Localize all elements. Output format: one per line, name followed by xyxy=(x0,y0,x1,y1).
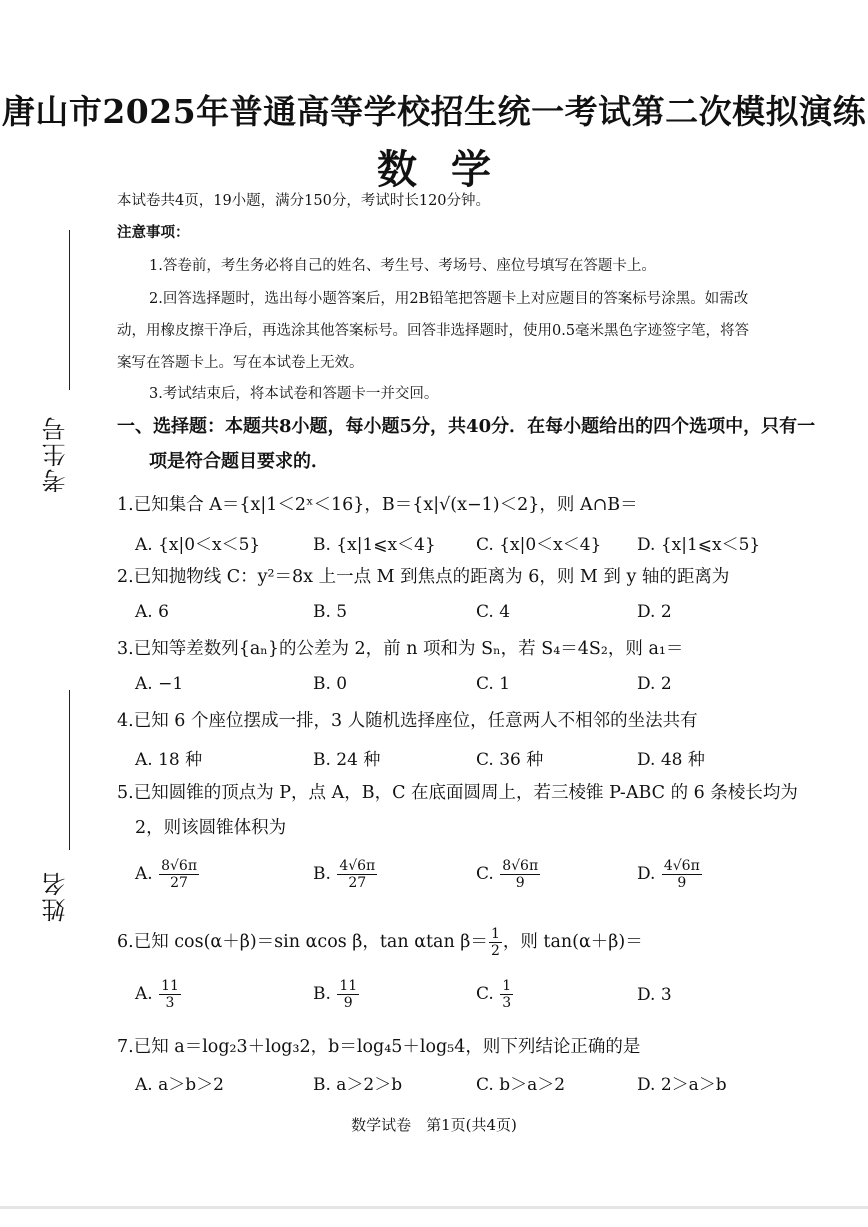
section-heading-cont: 项是符合题目要求的． xyxy=(149,451,329,472)
fraction xyxy=(337,858,377,891)
question-6-stem-part2: ，则 tan(α＋β)＝ xyxy=(502,932,643,952)
exam-number-label: 考生号 xyxy=(42,415,70,493)
option-label: A. xyxy=(135,864,153,884)
question-2-option-b: B. 5 xyxy=(313,602,348,622)
question-3-stem: 3.已知等差数列{aₙ}的公差为 2，前 n 项和为 Sₙ，若 S₄＝4S₂，则 a₁＝ xyxy=(117,639,684,659)
question-6-stem xyxy=(117,925,643,959)
question-1-option-c: C. {x|0＜x＜4} xyxy=(476,535,602,555)
fraction-denominator: 9 xyxy=(677,875,687,891)
fraction-numerator: 8√6π xyxy=(161,858,198,874)
fraction xyxy=(500,978,513,1011)
question-2-option-c: C. 4 xyxy=(476,602,511,622)
question-3-option-c: C. 1 xyxy=(476,674,511,694)
question-1-option-d: D. {x|1⩽x＜5} xyxy=(637,535,761,555)
fraction-denominator: 9 xyxy=(343,995,353,1011)
option-value: 3 xyxy=(660,985,672,1005)
option-label: B. xyxy=(313,984,331,1004)
question-3-option-a: A. −1 xyxy=(135,674,184,694)
notice-item: 动，用橡皮擦干净后，再选涂其他答案标号。回答非选择题时，使用0.5毫米黑色字迹签字笔，将答 xyxy=(117,323,750,339)
fraction-numerator: 11 xyxy=(161,978,179,994)
exam-intro: 本试卷共4页，19小题，满分150分，考试时长120分钟。 xyxy=(117,193,491,209)
fraction-denominator: 27 xyxy=(170,875,188,891)
fraction-denominator: 3 xyxy=(502,995,512,1011)
question-2-option-a: A. 6 xyxy=(135,602,169,622)
fraction-denominator: 3 xyxy=(165,995,175,1011)
page-footer: 数学试卷 第1页(共4页) xyxy=(351,1116,517,1134)
option-label: D. xyxy=(637,985,656,1005)
fraction-denominator: 2 xyxy=(490,943,500,959)
question-1-option-b: B. {x|1⩽x＜4} xyxy=(313,535,436,555)
bottom-divider xyxy=(0,1206,868,1209)
fraction-numerator: 11 xyxy=(339,978,358,994)
fraction xyxy=(662,858,702,891)
question-5-stem: 5.已知圆锥的顶点为 P，点 A，B，C 在底面圆周上，若三棱锥 P-ABC 的 6 条棱长均为 xyxy=(117,783,798,803)
notice-heading: 注意事项： xyxy=(117,224,190,241)
notice-item: 2.回答选择题时，选出每小题答案后，用2B铅笔把答题卡上对应题目的答案标号涂黑。如需改 xyxy=(149,291,749,307)
notice-item: 案写在答题卡上。写在本试卷上无效。 xyxy=(117,355,364,371)
exam-title: 唐山市2025年普通高等学校招生统一考试第二次模拟演练 xyxy=(1,92,867,131)
question-6-stem-part1: 6.已知 cos(α＋β)＝sin αcos β，tan αtan β＝ xyxy=(117,932,488,952)
question-4-option-b: B. 24 种 xyxy=(313,750,381,770)
fraction xyxy=(337,978,359,1011)
exam-number-line xyxy=(69,230,70,390)
fraction-numerator: 4√6π xyxy=(663,858,700,874)
question-6-option-d xyxy=(637,985,672,1005)
question-5-option-a xyxy=(135,858,200,891)
question-5-option-b xyxy=(313,858,378,891)
fraction-denominator: 9 xyxy=(515,875,525,891)
notice-item: 1.答卷前，考生务必将自己的姓名、考生号、考场号、座位号填写在答题卡上。 xyxy=(149,258,656,274)
question-4-option-c: C. 36 种 xyxy=(476,750,544,770)
question-1-stem: 1.已知集合 A＝{x|1＜2ˣ＜16}，B＝{x|√(x−1)＜2}，则 A∩B＝ xyxy=(117,495,638,515)
question-7-option-a: A. a＞b＞2 xyxy=(135,1075,224,1095)
fraction-numerator: 1 xyxy=(490,926,500,942)
question-5-option-c xyxy=(476,858,541,891)
fraction xyxy=(489,926,502,959)
fraction-denominator: 27 xyxy=(348,875,367,891)
question-7-option-c: C. b＞a＞2 xyxy=(476,1075,566,1095)
option-label: A. xyxy=(135,984,153,1004)
section-heading: 一、选择题：本题共8小题，每小题5分，共40分．在每小题给出的四个选项中，只有一 xyxy=(117,416,816,437)
notice-item: 3.考试结束后，将本试卷和答题卡一并交回。 xyxy=(149,386,439,402)
subject-title: 数学 xyxy=(377,146,525,193)
fraction xyxy=(159,858,199,891)
option-label: C. xyxy=(476,984,494,1004)
option-label: D. xyxy=(637,864,656,884)
fraction-numerator: 1 xyxy=(502,978,512,994)
question-4-option-d: D. 48 种 xyxy=(637,750,705,770)
question-2-stem: 2.已知抛物线 C：y²＝8x 上一点 M 到焦点的距离为 6，则 M 到 y 轴的距离为 xyxy=(117,567,730,587)
question-6-option-a xyxy=(135,978,182,1011)
question-3-option-b: B. 0 xyxy=(313,674,348,694)
fraction-numerator: 8√6π xyxy=(502,858,539,874)
question-7-stem: 7.已知 a＝log₂3＋log₃2，b＝log₄5＋log₅4，则下列结论正确的是 xyxy=(117,1037,641,1057)
question-4-option-a: A. 18 种 xyxy=(135,750,203,770)
name-line xyxy=(69,690,70,850)
question-2-option-d: D. 2 xyxy=(637,602,672,622)
question-7-option-d: D. 2＞a＞b xyxy=(637,1075,727,1095)
option-label: C. xyxy=(476,864,494,884)
question-6-option-b xyxy=(313,978,360,1011)
question-5-stem-cont: 2，则该圆锥体积为 xyxy=(135,818,287,838)
fraction xyxy=(500,858,540,891)
question-4-stem: 4.已知 6 个座位摆成一排，3 人随机选择座位，任意两人不相邻的坐法共有 xyxy=(117,711,698,731)
fraction-numerator: 4√6π xyxy=(339,858,376,874)
question-6-option-c xyxy=(476,978,514,1011)
question-3-option-d: D. 2 xyxy=(637,674,672,694)
question-1-option-a: A. {x|0＜x＜5} xyxy=(135,535,261,555)
option-label: B. xyxy=(313,864,331,884)
question-7-option-b: B. a＞2＞b xyxy=(313,1075,403,1095)
question-5-option-d xyxy=(637,858,703,891)
fraction xyxy=(159,978,181,1011)
name-label: 姓名 xyxy=(42,870,70,922)
